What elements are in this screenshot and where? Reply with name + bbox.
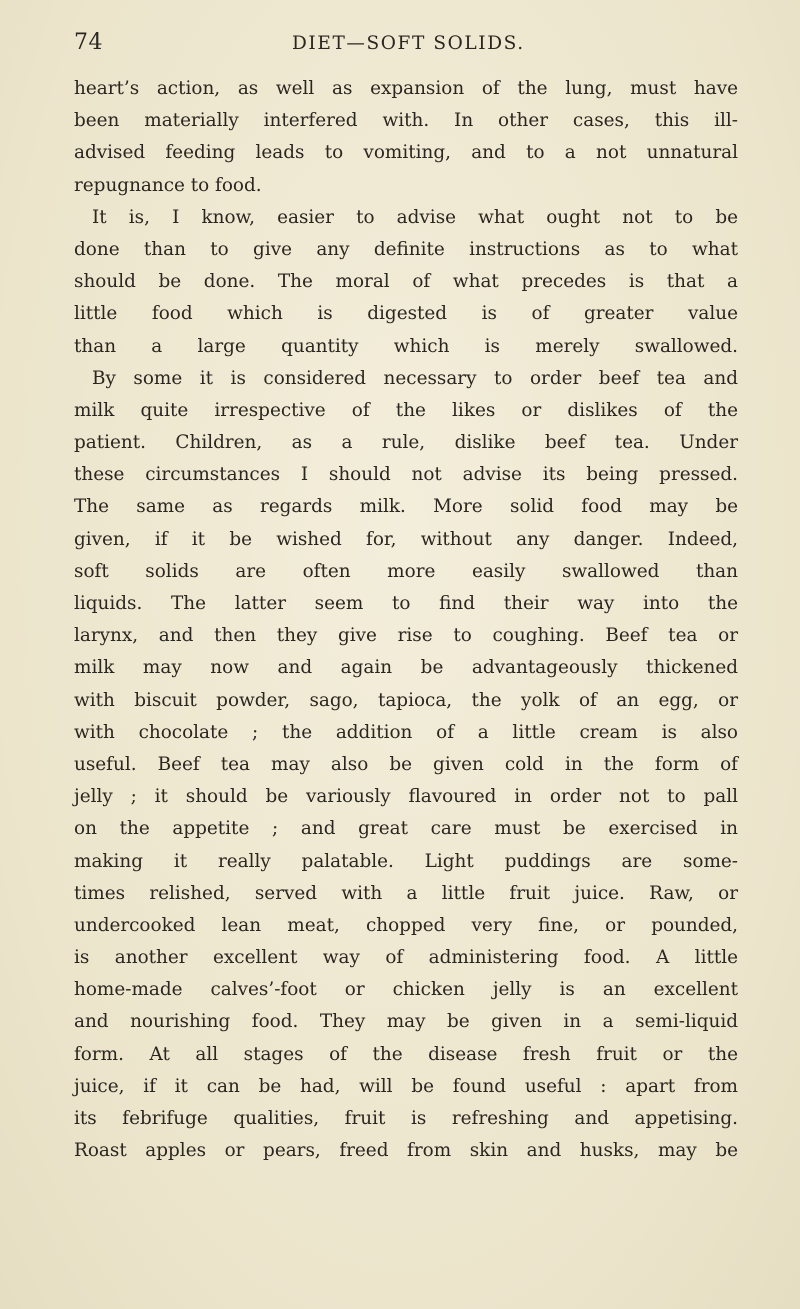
text-line: By some it is considered necessary to order beef tea and [92, 367, 738, 389]
body-text [74, 73, 738, 1167]
text-line: The same as regards milk. More solid food may be [74, 496, 738, 518]
text-line: heart’s action, as well as expansion of the lung, must have [74, 78, 738, 99]
text-line: given, if it be wished for, without any danger. Indeed, [74, 528, 738, 550]
text-line: soft solids are often more easily swallowed than [74, 560, 738, 582]
text-line: times relished, served with a little fruit juice. Raw, or [74, 882, 738, 904]
text-line: milk quite irrespective of the likes or dislikes of the [74, 399, 738, 421]
text-line: undercooked lean meat, chopped very fine, or pounded, [74, 914, 738, 936]
text-line: and nourishing food. They may be given in a semi-liquid [74, 1011, 738, 1033]
text-line: making it really palatable. Light puddings are some- [74, 850, 738, 872]
text-line: Roast apples or pears, freed from skin and husks, may be [74, 1140, 738, 1162]
page-header [74, 30, 734, 60]
text-line: It is, I know, easier to advise what ought not to be [92, 206, 738, 228]
text-line: little food which is digested is of greater value [74, 303, 738, 325]
text-line: patient. Children, as a rule, dislike beef tea. Under [74, 432, 738, 454]
running-head: DIET—SOFT SOLIDS. [292, 33, 525, 54]
text-line: been materially interfered with. In other cases, this ill- [74, 110, 738, 132]
text-line: useful. Beef tea may also be given cold in the form of [74, 753, 738, 775]
page-number: 74 [74, 30, 103, 55]
text-line: on the appetite ; and great care must be exercised in [74, 818, 738, 840]
text-line: home-made calves’-foot or chicken jelly is an excellent [74, 979, 738, 1001]
text-line: with biscuit powder, sago, tapioca, the yolk of an egg, or [74, 689, 738, 711]
text-line: these circumstances I should not advise its being pressed. [74, 464, 738, 486]
text-line: repugnance to food. [74, 174, 262, 196]
text-line: is another excellent way of administering food. A little [74, 947, 738, 969]
text-line: done than to give any definite instructions as to what [74, 238, 738, 260]
text-line: than a large quantity which is merely swallowed. [74, 335, 738, 357]
text-line: its febrifuge qualities, fruit is refreshing and appetising. [74, 1108, 738, 1129]
text-line: jelly ; it should be variously flavoured in order not to pall [74, 786, 738, 808]
text-line: form. At all stages of the disease fresh fruit or the [74, 1043, 738, 1065]
text-line: milk may now and again be advantageously thickened [74, 657, 738, 679]
text-line: should be done. The moral of what precedes is that a [74, 271, 738, 293]
text-line: juice, if it can be had, will be found useful : apart from [74, 1075, 738, 1097]
text-line: liquids. The latter seem to find their way into the [74, 593, 738, 614]
text-line: with chocolate ; the addition of a little cream is also [74, 721, 738, 743]
text-line: advised feeding leads to vomiting, and to a not unnatural [74, 142, 738, 164]
text-line: larynx, and then they give rise to coughing. Beef tea or [74, 625, 738, 647]
